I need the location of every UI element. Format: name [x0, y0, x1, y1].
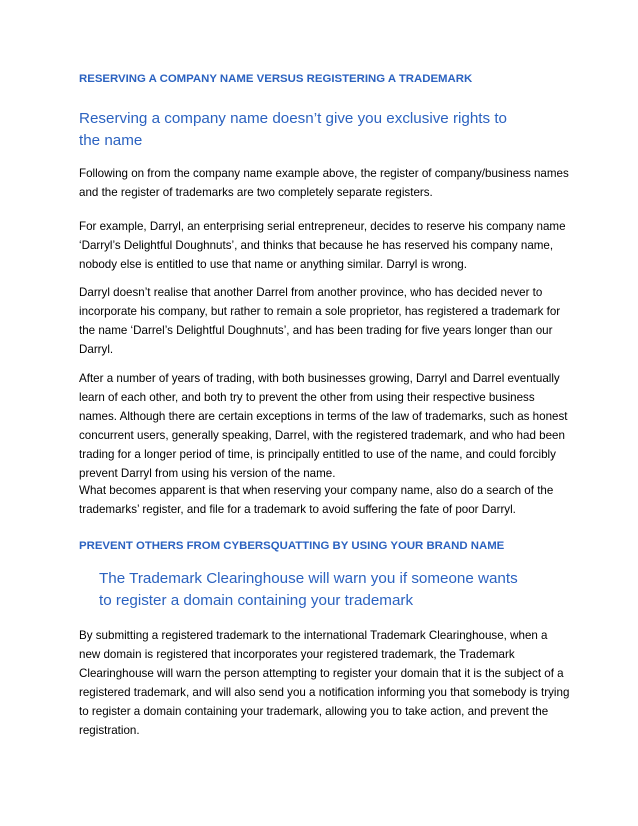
- paragraph-darryl-example: For example, Darryl, an enterprising serial entrepreneur, decides to reserve his company name ‘Darryl’s Delightful Doughnuts’, and thinks that because he has reserved his company name, nobody else is entitled to use that name or anything similar. Darryl is wrong.: [79, 220, 566, 271]
- paragraph-trading-conflict: After a number of years of trading, with both businesses growing, Darryl and Darrel eventually learn of each other, and both try to prevent the other from using their respective business names. Although there are certain exceptions in terms of the law of trademarks, such as honest concurrent users, generally speaking, Darrel, with the registered trademark, and who had been trading for a longer period of time, is principally entitled to use of the name, and could forcibly prevent Darryl from using his version of the name.: [79, 372, 568, 480]
- section-heading-reserving-company-name: RESERVING A COMPANY NAME VERSUS REGISTERING A TRADEMARK: [79, 73, 473, 85]
- paragraph-another-darrel: Darryl doesn’t realise that another Darrel from another province, who has decided never to incorporate his company, but rather to remain a sole proprietor, has registered a trademark for the name ‘Darrel’s Delightful Doughnuts’, and has been trading for five years longer than our Darryl.: [79, 286, 561, 356]
- paragraph-search-register-advice: What becomes apparent is that when reserving your company name, also do a search of the trademarks’ register, and file for a trademark to avoid suffering the fate of poor Darryl.: [79, 484, 554, 516]
- paragraph-separate-registers: Following on from the company name example above, the register of company/business names and the register of trademarks are two completely separate registers.: [79, 167, 569, 199]
- subheading-trademark-clearinghouse: The Trademark Clearinghouse will warn you if someone wants to register a domain containing your trademark: [99, 570, 518, 609]
- section-heading-cybersquatting: PREVENT OTHERS FROM CYBERSQUATTING BY USING YOUR BRAND NAME: [79, 540, 505, 552]
- paragraph-clearinghouse-notification: By submitting a registered trademark to the international Trademark Clearinghouse, when a new domain is registered that incorporates your registered trademark, the Trademark Clearinghouse will warn the person attempting to register your domain that it is the subject of a registered trademark, and will also send you a notification informing you that somebody is trying to register a domain containing your trademark, allowing you to take action, and prevent the registration.: [79, 629, 570, 737]
- subheading-exclusive-rights: Reserving a company name doesn’t give you exclusive rights to the name: [79, 110, 508, 149]
